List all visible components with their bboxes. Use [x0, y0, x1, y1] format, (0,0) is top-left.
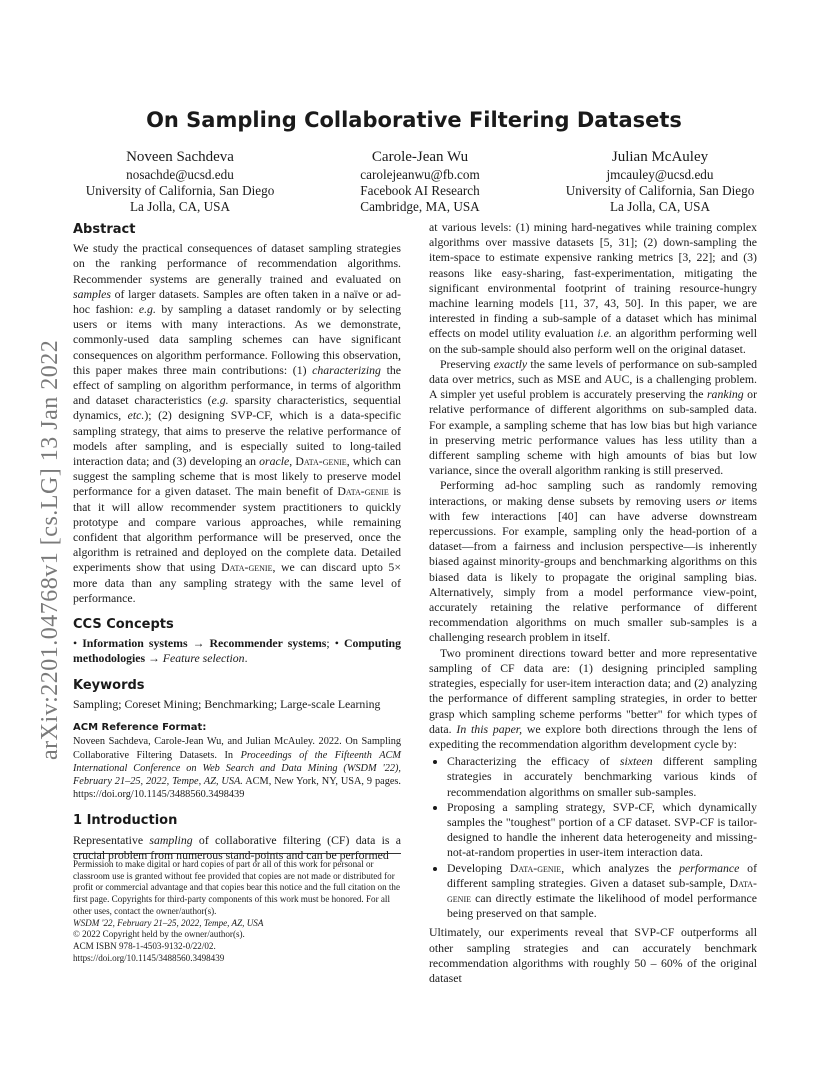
intro-text: Representative sampling of collaborative filtering (CF) data is a crucial problem from numerous stand-points and can be performed [73, 832, 401, 862]
list-item: • Characterizing the efficacy of sixteen different sampling strategies in accurately benchmarking various kinds of recommendation algorithms on smaller sub-samples. [447, 754, 757, 800]
author-block [70, 148, 770, 214]
doi-link[interactable]: https://doi.org/10.1145/3488560.3498439 [73, 952, 225, 963]
abstract-heading: Abstract [73, 222, 136, 237]
copyright-footnote [73, 853, 401, 964]
keywords-text: Sampling; Coreset Mining; Benchmarking; Large-scale Learning [73, 696, 381, 711]
acm-ref-text: Noveen Sachdeva, Carole-Jean Wu, and Julian McAuley. 2022. On Sampling Collaborative Filtering Datasets. In Proceedings of the Fifteenth ACM International Conference on Web Search and Data Mining (WSDM '22), February 21–25, 2022, Tempe, AZ, USA. ACM, New York, NY, USA, 9 pages. https://doi.org/10.1145/3488560.3498439 [73, 736, 401, 801]
author-location: La Jolla, CA, USA [609, 198, 710, 214]
intro-heading: 1 Introduction [73, 813, 178, 829]
isbn-text: ACM ISBN 978-1-4503-9132-0/22/02. [73, 940, 216, 951]
author-affiliation: University of California, San Diego [85, 182, 275, 198]
permission-text: Permission to make digital or hard copies of part or all of this work for personal or classroom use is granted without fee provided that copies are not made or distributed for profit or commercial advantage and that copies bear this notice and the full citation on the first page. Copyrights for third-party components of this work must be honored. For all other uses, contact the owner/author(s). [73, 859, 401, 916]
author-1 [70, 148, 290, 214]
list-item: • Proposing a sampling strategy, SVP-CF, which dynamically samples the "toughest" portion of a CF dataset. SVP-CF is tailor-designed to handle the inherent data heterogeneity and missing-not-at-random properties in user-item interaction data. [447, 800, 757, 861]
author-affiliation: Facebook AI Research [360, 182, 480, 198]
abstract-text: We study the practical consequences of dataset sampling strategies on the ranking performance of recommendation algorithms. Recommender systems are generally trained and evaluated on samples of larger datasets. Samples are often taken in a naïve or ad-hoc fashion: e.g. by sampling a dataset randomly or by selecting users or items with many interactions. As we demonstrate, commonly-used data sampling schemes can have significant consequences on algorithm performance. Following this observation, this paper makes three main contributions: (1) characterizing the effect of sampling on algorithm performance, in terms of algorithm and dataset characteristics (e.g. sparsity characteristics, sequential dynamics, etc.); (2) designing SVP-CF, which is a data-specific sampling strategy, that aims to preserve the relative performance of models after sampling, and is especially suited to long-tailed interaction data; and (3) developing an oracle, Data-genie, which can suggest the sampling scheme that is most likely to preserve model performance for a given dataset. The main benefit of Data-genie is that it will allow recommender system practitioners to quickly prototype and compare various approaches, while remaining confident that algorithm performance will be preserved, once the algorithm is retrained and deployed on the complete data. Detailed experiments show that using Data-genie, we can discard upto 5× more data than any sampling strategy with the same level of performance. [73, 241, 401, 605]
paper-title: On Sampling Collaborative Filtering Datasets [146, 108, 682, 132]
author-email[interactable]: carolejeanwu@fb.com [360, 167, 480, 182]
venue-text: WSDM '22, February 21–25, 2022, Tempe, AZ, USA [73, 917, 264, 928]
keywords-heading: Keywords [73, 677, 145, 693]
list-item: • Developing Data-genie, which analyzes the performance of different sampling strategies. Given a dataset sub-sample, Data-genie can directly estimate the likelihood of model performance being preserved on that sample. [447, 861, 757, 922]
acm-ref-heading: ACM Reference Format: [73, 722, 207, 734]
author-email[interactable]: jmcauley@ucsd.edu [606, 167, 714, 182]
arxiv-identifier [17, 280, 63, 760]
author-location: Cambridge, MA, USA [360, 198, 480, 214]
ccs-text: • Information systems → Recommender systems; • Computing methodologies → Feature selection. [73, 636, 401, 666]
right-column [429, 220, 757, 986]
body-paragraph: Two prominent directions toward better and more representative sampling of CF data are: (1) designing principled sampling strategies, especially for user-item interaction data; and (2) analyzing the performance of different sampling strategies, in order to better grasp which sampling scheme performs "better" for which types of data. In this paper, we explore both directions through the lens of expediting the recommendation algorithm development cycle by: [429, 645, 758, 751]
author-name: Carole-Jean Wu [371, 149, 469, 165]
contribution-list [429, 754, 757, 921]
ccs-heading: CCS Concepts [73, 617, 174, 633]
author-3 [550, 148, 770, 214]
body-paragraph: Preserving exactly the same levels of performance on sub-sampled data over metrics, such as MSE and AUC, is a challenging problem. A simpler yet useful problem is accurately preserving the ranking or relative performance of different algorithms on sub-sampled data. For example, a sampling scheme that has low bias but high variance in preserving metric performance values has less utility than a different sampling scheme with high amounts of bias but low variance, since the overall algorithm ranking is still preserved. [429, 356, 757, 478]
author-name: Julian McAuley [611, 149, 709, 165]
left-column [73, 222, 401, 863]
body-paragraph: Performing ad-hoc sampling such as randomly removing interactions, or making dense subsets by removing users or items with few interactions [40] can have adverse downstream repercussions. For example, sampling only the head-portion of a dataset—from a fairness and inclusion perspective—is inherently biased against minority-groups and benchmarking algorithms on this biased data is likely to propagate the original sampling bias. Alternatively, simply from a model performance view-point, accurately retaining the relative performance of different recommendation algorithms on much smaller sub-samples is a challenging research problem in itself. [429, 478, 757, 645]
author-affiliation: University of California, San Diego [565, 182, 755, 198]
author-name: Noveen Sachdeva [126, 149, 234, 165]
body-paragraph: at various levels: (1) mining hard-negatives while training complex algorithms over massive datasets [5, 31]; (2) down-sampling the item-space to estimate expensive ranking metrics [3, 22]; and (3) reasons like easy-sharing, fast-experimentation, mitigating the significant environmental footprint of training resource-hungry machine learning models [11, 37, 43, 50]. In this paper, we are interested in finding a sub-sample of a dataset which has minimal effects on model utility evaluation i.e. an algorithm performing well on the sub-sample should also perform well on the original dataset. [429, 220, 757, 356]
author-email[interactable]: nosachde@ucsd.edu [126, 167, 234, 182]
author-location: La Jolla, CA, USA [129, 198, 230, 214]
author-2 [310, 148, 530, 214]
arxiv-id-text: arXiv:2201.04768v1 [cs.LG] 13 Jan 2022 [37, 339, 63, 760]
copyright-text: © 2022 Copyright held by the owner/author(s). [73, 929, 245, 940]
body-paragraph: Ultimately, our experiments reveal that SVP-CF outperforms all other sampling strategies and can accurately benchmark recommendation algorithms with roughly 50 – 60% of the original dataset [429, 925, 757, 985]
